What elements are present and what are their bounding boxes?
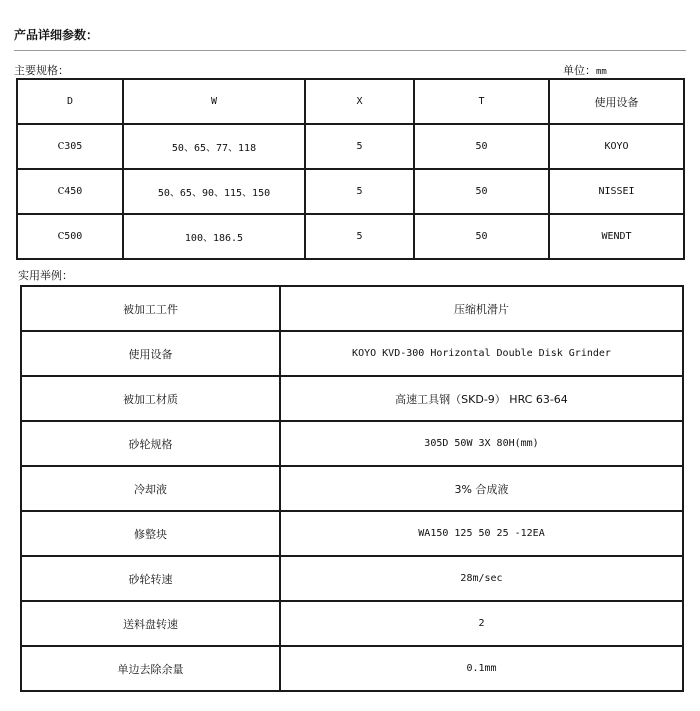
cell-d: Ⲥ450 (17, 169, 123, 214)
spec-table (16, 78, 685, 260)
cell-w: 50、65、77、118 (123, 124, 305, 169)
param-value: 28m/sec (280, 556, 683, 601)
unit-value: mm (596, 67, 607, 77)
unit-label-text: 单位： (563, 64, 596, 77)
param-value: KOYO KVD-300 Horizontal Double Disk Grinder (280, 331, 683, 376)
cell-d: Ⲥ500 (17, 214, 123, 259)
unit-label (563, 62, 607, 78)
header-t: T (414, 79, 549, 124)
cell-x: 5 (305, 169, 414, 214)
cell-equipment: WENDT (549, 214, 684, 259)
spec-section-label: 主要规格： (14, 64, 69, 77)
header-d: D (17, 79, 123, 124)
spec-header-row (17, 79, 684, 124)
example-section-label: 实用举例： (18, 269, 73, 282)
param-name: 冷却液 (21, 466, 280, 511)
param-value: 压缩机滑片 (280, 286, 683, 331)
header-equipment: 使用设备 (549, 79, 684, 124)
param-value: WA150 125 50 25 -12EA (280, 511, 683, 556)
page-title: 产品详细参数： (14, 28, 99, 42)
cell-d: Ⲥ305 (17, 124, 123, 169)
param-value: 2 (280, 601, 683, 646)
table-row (21, 556, 683, 601)
param-value: 高速工具钢（SKD-9） HRC 63-64 (280, 376, 683, 421)
table-row (21, 466, 683, 511)
example-table (20, 285, 684, 692)
divider (14, 50, 686, 51)
param-value: 3% 合成液 (280, 466, 683, 511)
table-row (21, 601, 683, 646)
table-row (21, 331, 683, 376)
cell-x: 5 (305, 214, 414, 259)
param-name: 砂轮转速 (21, 556, 280, 601)
header-w: W (123, 79, 305, 124)
cell-w: 50、65、90、115、150 (123, 169, 305, 214)
param-name: 单边去除余量 (21, 646, 280, 691)
table-row (17, 214, 684, 259)
table-row (21, 376, 683, 421)
table-row (17, 169, 684, 214)
cell-equipment: KOYO (549, 124, 684, 169)
cell-t: 50 (414, 169, 549, 214)
cell-x: 5 (305, 124, 414, 169)
param-value: 305D 50W 3X 80H(mm) (280, 421, 683, 466)
param-name: 被加工工件 (21, 286, 280, 331)
cell-t: 50 (414, 214, 549, 259)
param-name: 被加工材质 (21, 376, 280, 421)
param-name: 使用设备 (21, 331, 280, 376)
param-name: 送料盘转速 (21, 601, 280, 646)
param-value: 0.1mm (280, 646, 683, 691)
table-row (21, 286, 683, 331)
cell-w: 100、186.5 (123, 214, 305, 259)
cell-t: 50 (414, 124, 549, 169)
header-x: X (305, 79, 414, 124)
table-row (17, 124, 684, 169)
param-name: 砂轮规格 (21, 421, 280, 466)
cell-equipment: NISSEI (549, 169, 684, 214)
table-row (21, 646, 683, 691)
table-row (21, 511, 683, 556)
param-name: 修整块 (21, 511, 280, 556)
table-row (21, 421, 683, 466)
